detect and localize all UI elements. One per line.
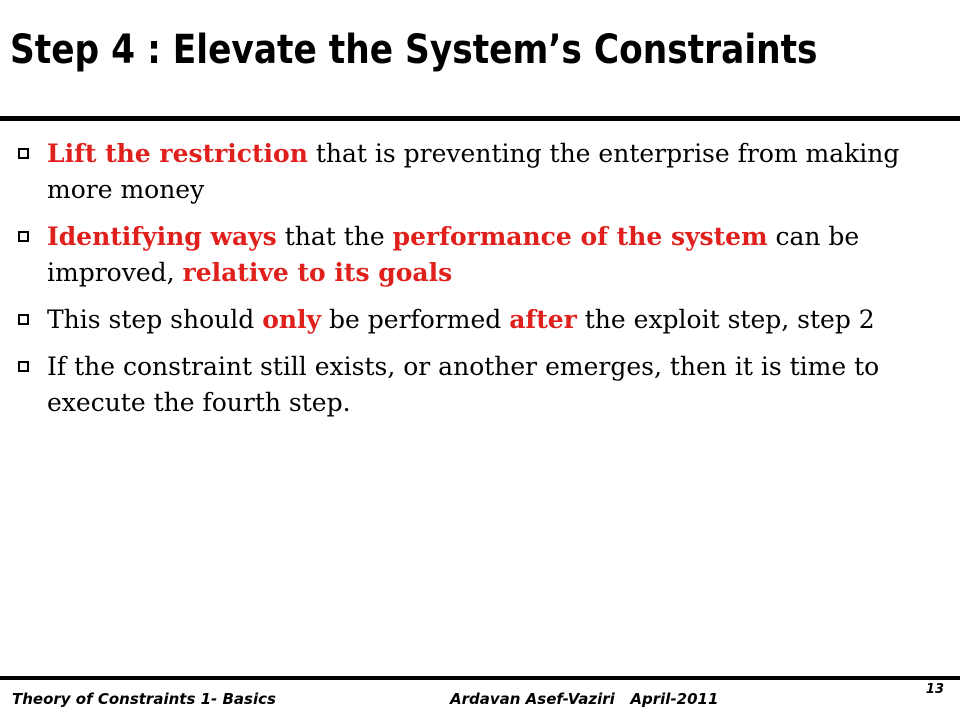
bullet-text: that is preventing the enterprise from making more money	[47, 139, 900, 204]
bullet-text: the exploit step, step 2	[576, 305, 875, 334]
square-bullet-icon	[18, 361, 29, 372]
bullet-text-highlight: Lift the restriction	[47, 139, 308, 168]
footer-course-title: Theory of Constraints 1- Basics	[12, 690, 276, 708]
bullet-text: that the	[276, 222, 393, 251]
bullet-text-highlight: after	[509, 305, 577, 334]
bullet-list	[18, 136, 938, 432]
bullet-text-highlight: relative to its goals	[182, 258, 453, 287]
footer-author-date: Ardavan Asef-Vaziri April-2011	[450, 690, 719, 708]
bullet-item	[18, 302, 938, 338]
footer-divider	[0, 676, 960, 680]
square-bullet-icon	[18, 314, 29, 325]
bullet-text-highlight: Identifying ways	[47, 222, 277, 251]
bullet-item	[18, 136, 938, 208]
bullet-text: This step should	[47, 305, 263, 334]
bullet-text: can be improved,	[47, 222, 860, 287]
slide-title: Step 4 : Elevate the System’s Constraints	[10, 27, 818, 73]
bullet-text-highlight: only	[262, 305, 322, 334]
bullet-text: If the constraint still exists, or another emerges, then it is time to execute the fourth step.	[47, 352, 880, 417]
page-number: 13	[925, 682, 944, 697]
bullet-text-highlight: performance of the system	[392, 222, 768, 251]
square-bullet-icon	[18, 231, 29, 242]
square-bullet-icon	[18, 148, 29, 159]
bullet-item	[18, 349, 938, 421]
title-divider	[0, 116, 960, 121]
bullet-text: be performed	[321, 305, 510, 334]
bullet-item	[18, 219, 938, 291]
